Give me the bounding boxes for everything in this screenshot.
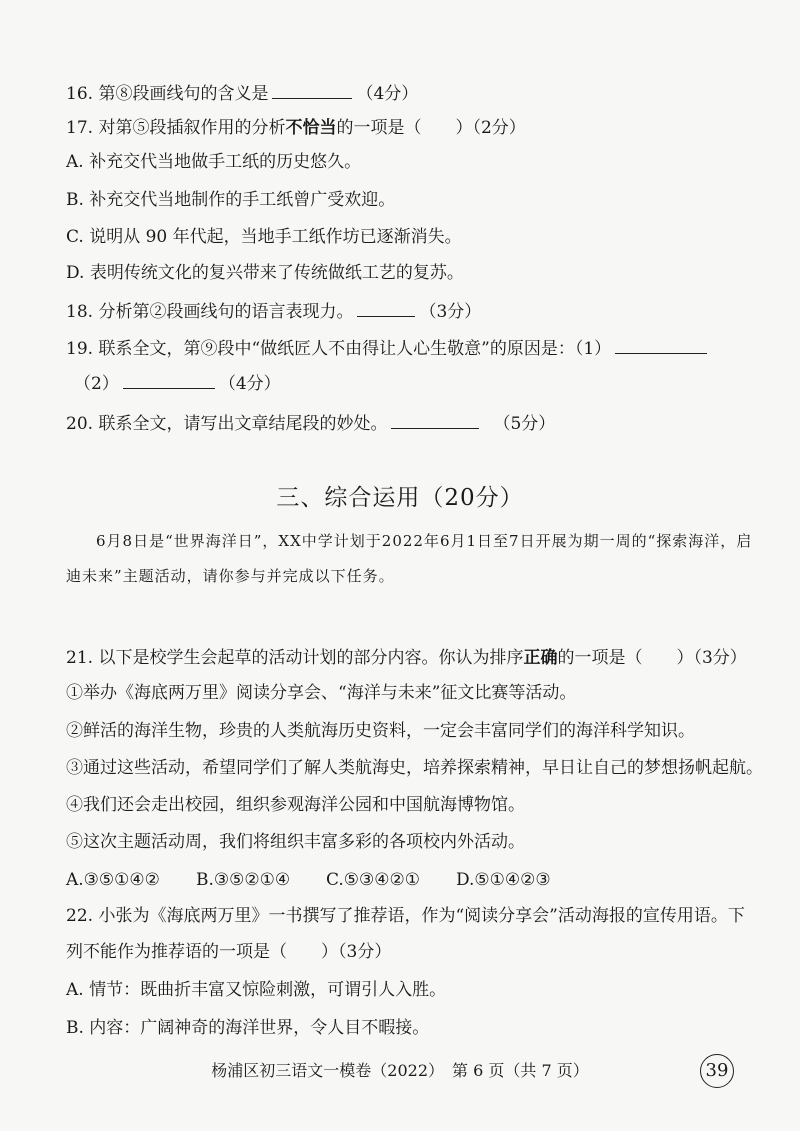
question-22-line-2: 列不能作为推荐语的一项是（ ）（3分） [66, 942, 392, 962]
answer-blank[interactable] [272, 80, 352, 99]
question-21-text: 21. 以下是校学生会起草的活动计划的部分内容。你认为排序 [66, 648, 524, 668]
answer-blank-1[interactable] [615, 335, 707, 354]
question-21-tail: 的一项是（ ）（3分） [557, 648, 747, 668]
q17-option-c: C. 说明从 90 年代起，当地手工纸作坊已逐渐消失。 [66, 227, 462, 247]
intro-line-2: 迪未来”主题活动，请你参与并完成以下任务。 [66, 567, 395, 585]
q22-option-a: A. 情节：既曲折丰富又惊险刺激，可谓引人入胜。 [66, 980, 447, 1000]
question-17 [66, 116, 526, 140]
question-21 [66, 646, 747, 670]
section-title: 三、综合运用（20分） [276, 485, 524, 511]
q21-item-5: ⑤这次主题活动周，我们将组织丰富多彩的各项校内外活动。 [66, 832, 525, 852]
q21-option-a: A.③⑤①④② [66, 870, 160, 890]
q17-option-d: D. 表明传统文化的复兴带来了传统做纸工艺的复苏。 [66, 263, 464, 283]
q21-option-b: B.③⑤②①④ [196, 870, 291, 890]
question-17-emphasis: 不恰当 [285, 118, 337, 138]
q21-item-3: ③通过这些活动，希望同学们了解人类航海史，培养探索精神，早日让自己的梦想扬帆起航。 [66, 758, 763, 778]
q21-item-4: ④我们还会走出校园，组织参观海洋公园和中国航海博物馆。 [66, 795, 525, 815]
question-18-score: （3分） [419, 302, 482, 322]
question-20-text: 20. 联系全文，请写出文章结尾段的妙处。 [66, 414, 388, 434]
question-17-tail: 的一项是（ ）（2分） [336, 118, 526, 138]
question-17-text: 17. 对第⑤段插叙作用的分析 [66, 118, 286, 138]
intro-line-1: 6月8日是“世界海洋日”，XX中学计划于2022年6月1日至7日开展为期一周的“探索海洋，启 [96, 532, 753, 550]
answer-blank[interactable] [357, 298, 415, 317]
question-20-score: （5分） [493, 414, 556, 434]
q21-item-2: ②鲜活的海洋生物，珍贵的人类航海历史资料，一定会丰富同学们的海洋科学知识。 [66, 721, 695, 741]
question-22-line-1: 22. 小张为《海底两万里》一书撰写了推荐语，作为“阅读分享会”活动海报的宣传用语。下 [66, 906, 745, 926]
question-18-text: 18. 分析第②段画线句的语言表现力。 [66, 302, 354, 322]
question-19-text: 19. 联系全文，第⑨段中“做纸匠人不由得让人心生敬意”的原因是：（1） [66, 339, 612, 359]
q17-option-b: B. 补充交代当地制作的手工纸曾广受欢迎。 [66, 190, 396, 210]
q21-option-c: C.⑤③④②① [326, 870, 421, 890]
question-16-score: （4分） [356, 84, 419, 104]
question-18 [66, 298, 481, 324]
question-16 [66, 80, 418, 106]
question-19 [66, 335, 711, 361]
q22-option-b: B. 内容：广阔神奇的海洋世界，令人目不暇接。 [66, 1018, 430, 1038]
page-number-badge: 39 [700, 1054, 734, 1088]
q17-option-a: A. 补充交代当地做手工纸的历史悠久。 [66, 152, 362, 172]
page-footer: 杨浦区初三语文一模卷（2022） 第 6 页（共 7 页） [211, 1061, 589, 1080]
question-19-part2-label: （2） [74, 374, 119, 394]
question-21-emphasis: 正确 [523, 648, 558, 668]
answer-blank[interactable] [391, 410, 479, 429]
q21-item-1: ①举办《海底两万里》阅读分享会、“海洋与未来”征文比赛等活动。 [66, 683, 577, 703]
question-20 [66, 410, 555, 436]
question-19-part2 [74, 370, 281, 396]
answer-blank-2[interactable] [123, 370, 215, 389]
q21-options [66, 868, 586, 892]
q21-option-d: D.⑤①④②③ [456, 870, 551, 890]
question-19-score: （4分） [218, 374, 281, 394]
question-16-text: 16. 第⑧段画线句的含义是 [66, 84, 269, 104]
